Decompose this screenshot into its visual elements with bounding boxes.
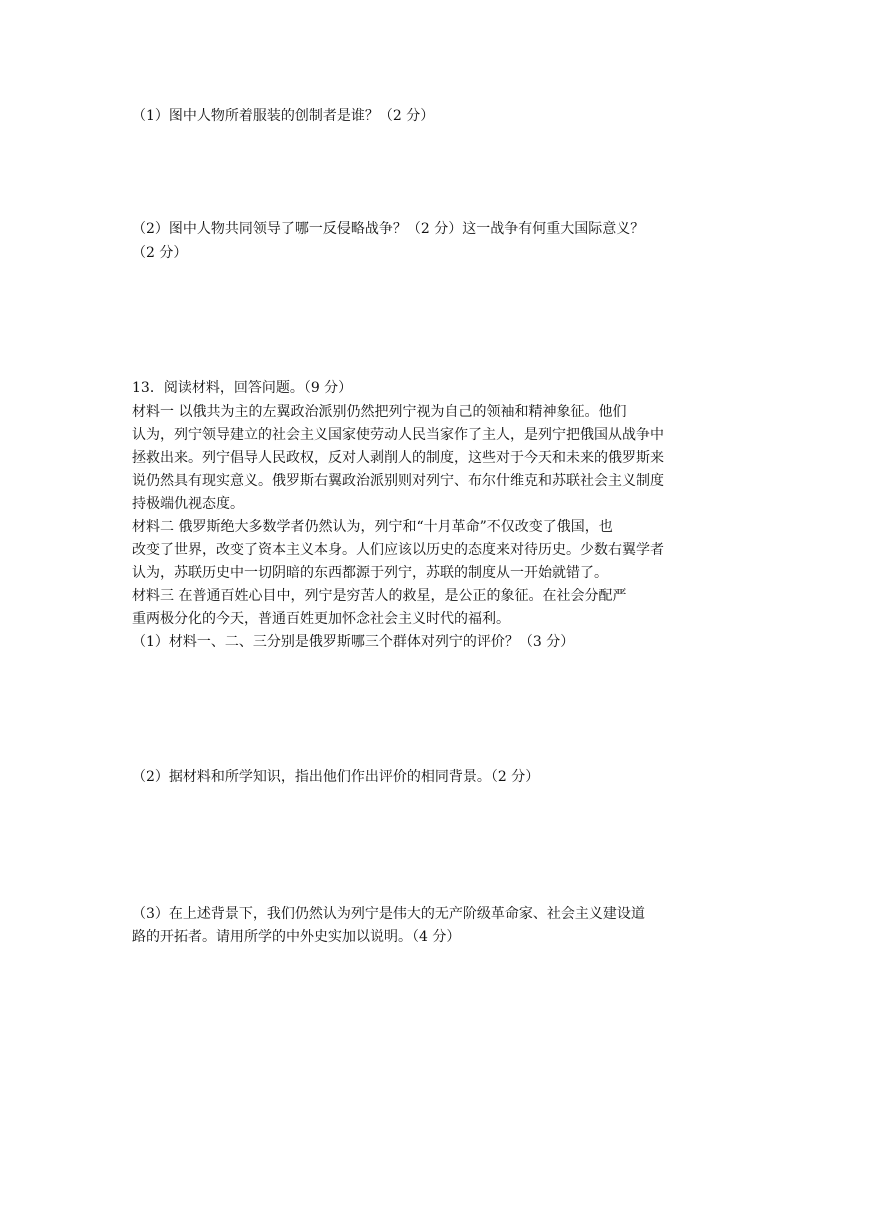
- question-13-title: 13．阅读材料，回答问题。（9 分）: [132, 380, 353, 396]
- material-1-line: 持极端仇视态度。: [132, 496, 244, 512]
- material-2-line: 材料二 俄罗斯绝大多数学者仍然认为，列宁和“十月革命”不仅改变了俄国，也: [132, 519, 613, 535]
- question-13-part-3-line-1: （3）在上述背景下，我们仍然认为列宁是伟大的无产阶级革命家、社会主义建设道: [132, 906, 645, 922]
- material-2-line: 认为，苏联历史中一切阴暗的东西都源于列宁，苏联的制度从一开始就错了。: [132, 565, 608, 581]
- question-12-part-1: （1）图中人物所着服装的创制者是谁？（2 分）: [132, 108, 435, 124]
- material-2-line: 改变了世界，改变了资本主义本身。人们应该以历史的态度来对待历史。少数右翼学者: [132, 542, 664, 558]
- question-12-part-2-line-1: （2）图中人物共同领导了哪一反侵略战争？（2 分）这一战争有何重大国际意义？: [132, 221, 645, 237]
- material-3-line: 重两极分化的今天，普通百姓更加怀念社会主义时代的福利。: [132, 611, 510, 627]
- material-1-line: 材料一 以俄共为主的左翼政治派别仍然把列宁视为自己的领袖和精神象征。他们: [132, 404, 627, 420]
- material-1-line: 认为，列宁领导建立的社会主义国家使劳动人民当家作了主人，是列宁把俄国从战争中: [132, 427, 664, 443]
- material-1-line: 拯救出来。列宁倡导人民政权，反对人剥削人的制度，这些对于今天和未来的俄罗斯来: [132, 450, 664, 466]
- material-3-line: 材料三 在普通百姓心目中，列宁是穷苦人的救星，是公正的象征。在社会分配严: [132, 588, 627, 604]
- question-13-part-1: （1）材料一、二、三分别是俄罗斯哪三个群体对列宁的评价？（3 分）: [132, 634, 575, 650]
- question-12-part-2-line-2: （2 分）: [132, 245, 188, 261]
- question-13-part-3-line-2: 路的开拓者。请用所学的中外史实加以说明。（4 分）: [132, 929, 461, 945]
- material-1-line: 说仍然具有现实意义。俄罗斯右翼政治派别则对列宁、布尔什维克和苏联社会主义制度: [132, 473, 664, 489]
- question-13-part-2: （2）据材料和所学知识，指出他们作出评价的相同背景。（2 分）: [132, 769, 540, 785]
